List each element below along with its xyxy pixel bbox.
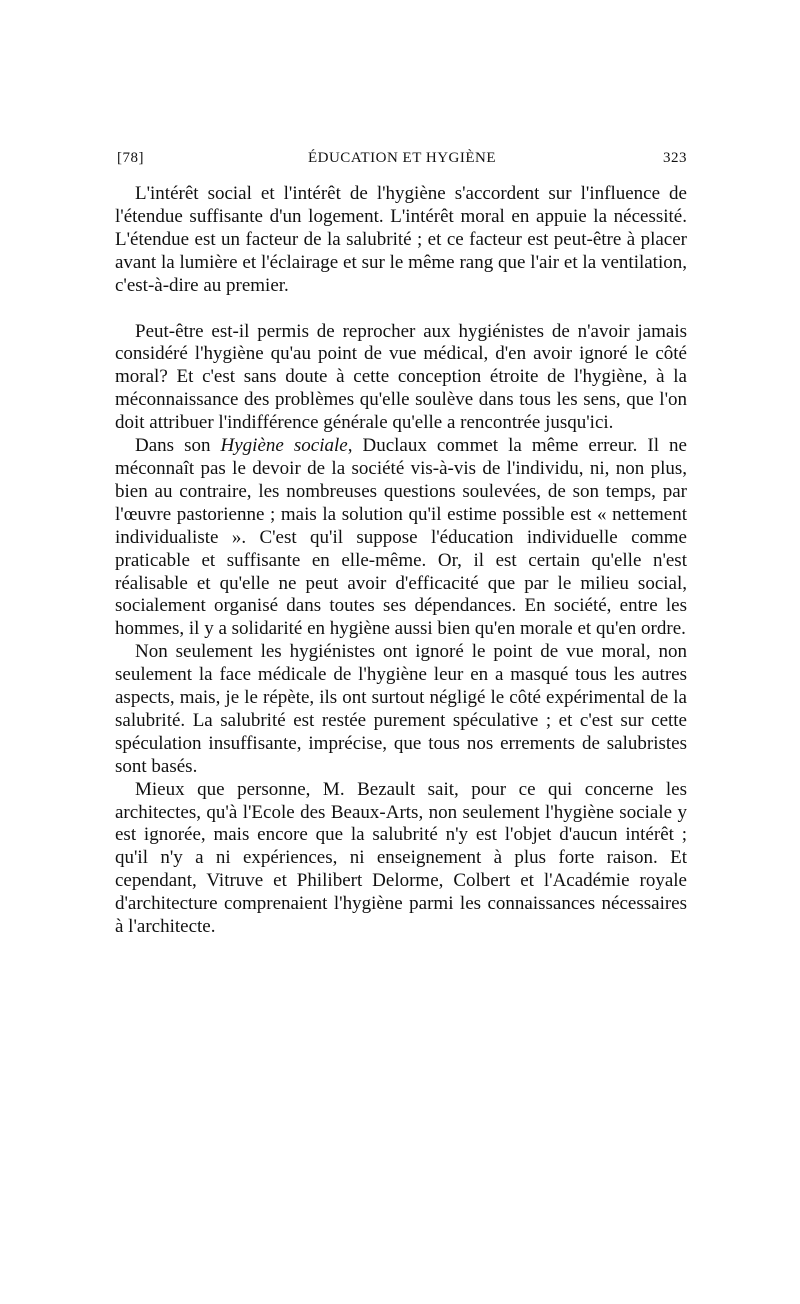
- paragraph-3-start: Dans son: [135, 435, 221, 457]
- page-number: 323: [663, 150, 687, 166]
- running-header: [117, 150, 687, 174]
- paragraph-1: L'intérêt social et l'intérêt de l'hygiène s'accordent sur l'influence de l'étendue suffisante d'un logement. L'intérêt moral en appuie la nécessité. L'étendue est un facteur de la salubrité ; et ce facteur est peut-être à placer avant la lumière et l'éclairage et sur le même rang que l'air et la ventilation, c'est-à-dire au premier.: [115, 183, 687, 296]
- paragraph-4: Non seulement les hygiénistes ont ignoré le point de vue moral, non seulement la face médicale de l'hygiène leur en a masqué tous les autres aspects, mais, je le répète, ils ont surtout négligé le côté expérimental de la salubrité. La salubrité est restée purement spéculative ; et c'est sur cette spéculation insuffisante, imprécise, que tous nos errements de salubristes sont basés.: [115, 641, 687, 777]
- running-title: ÉDUCATION ET HYGIÈNE: [307, 150, 497, 166]
- body-text: [115, 183, 687, 939]
- paragraph-3-rest: , Duclaux commet la même erreur. Il ne méconnaît pas le devoir de la société vis-à-vis de l'individu, ni, non plus, bien au contraire, les nombreuses questions soulevées, de son temps, par l'œuvre pastorienne ; mais la solution qu'il estime possible est « nettement individualiste ». C'est qu'il suppose l'éducation individuelle comme praticable et suffisante en elle-même. Or, il est certain qu'elle n'est réalisable et qu'elle ne peut avoir d'efficacité que par le milieu social, socialement organisé dans toutes ses dépendances. En société, entre les hommes, il y a solidarité en hygiène aussi bien qu'en morale et qu'en ordre.: [115, 435, 687, 640]
- paragraph-5: Mieux que personne, M. Bezault sait, pour ce qui concerne les architectes, qu'à l'Ecole des Beaux-Arts, non seulement l'hygiène sociale y est ignorée, mais encore que la salubrité n'y est l'objet d'aucun intérêt ; qu'il n'y a ni expériences, ni enseignement à plus forte raison. Et cependant, Vitruve et Philibert Delorme, Colbert et l'Académie royale d'architecture comprenaient l'hygiène parmi les connaissances nécessaires à l'architecte.: [115, 778, 687, 938]
- book-title: Hygiène sociale: [220, 435, 348, 457]
- paragraph-2: Peut-être est-il permis de reprocher aux hygiénistes de n'avoir jamais considéré l'hygiène qu'au point de vue médical, d'en avoir ignoré le côté moral? Et c'est sans doute à cette conception étroite de l'hygiène, à la méconnaissance des problèmes qu'elle soulève dans tous les sens, que l'on doit attribuer l'indifférence générale qu'elle a rencontrée jusqu'ici.: [115, 320, 687, 434]
- paragraph-3: [115, 435, 687, 641]
- chapter-number: [78]: [117, 150, 144, 166]
